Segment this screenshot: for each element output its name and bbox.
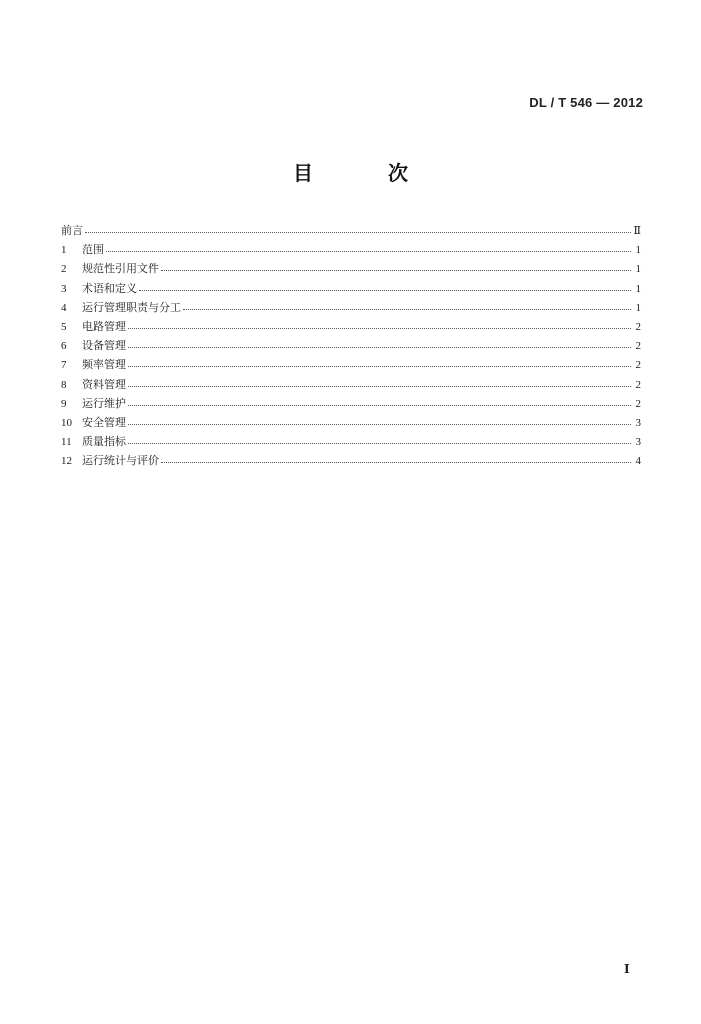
toc-entry-number: 8	[61, 378, 67, 391]
leader-dots	[139, 280, 631, 292]
leader-dots	[183, 299, 631, 311]
toc-entry-4[interactable]	[61, 298, 641, 317]
toc-entry-label: 资料管理	[82, 377, 126, 391]
toc-entry-5[interactable]	[61, 317, 641, 336]
toc-entry-page: Ⅱ	[633, 225, 641, 237]
leader-dots	[128, 356, 631, 368]
leader-dots	[85, 222, 631, 234]
leader-dots	[128, 318, 631, 330]
toc-entry-label: 术语和定义	[82, 281, 137, 295]
toc-entry-9[interactable]	[61, 394, 641, 413]
toc-entry-number: 7	[61, 359, 67, 372]
leader-dots	[161, 452, 631, 464]
leader-dots	[106, 241, 631, 253]
toc-entry-12[interactable]	[61, 451, 641, 470]
leader-dots	[161, 260, 631, 272]
toc-entry-number: 10	[61, 416, 72, 429]
toc-entry-8[interactable]	[61, 375, 641, 394]
toc-entry-number: 5	[61, 320, 67, 333]
toc-entry-label: 运行管理职责与分工	[82, 300, 181, 314]
toc-entry-label: 前言	[61, 224, 83, 237]
page-number: Ⅰ	[624, 962, 630, 976]
toc-entry-number: 3	[61, 282, 67, 295]
toc-entry-11[interactable]	[61, 432, 641, 451]
toc-entry-page: 3	[635, 436, 641, 449]
toc-entry-number: 12	[61, 455, 72, 468]
leader-dots	[128, 433, 631, 445]
toc-entry-label: 频率管理	[82, 358, 126, 372]
toc-entry-number: 6	[61, 340, 67, 353]
toc-entry-number: 4	[61, 301, 67, 314]
toc-entry-label: 范围	[82, 243, 104, 257]
toc-entry-page: 2	[635, 359, 641, 372]
toc-entry-label: 设备管理	[82, 339, 126, 353]
toc-entry-number: 11	[61, 436, 72, 449]
standard-code: DL / T 546 — 2012	[529, 95, 643, 110]
toc-entry-label: 质量指标	[82, 435, 126, 449]
toc-entry-preface[interactable]	[61, 221, 641, 240]
table-of-contents	[61, 221, 641, 470]
toc-entry-label: 电路管理	[82, 319, 126, 333]
toc-entry-page: 1	[635, 282, 641, 295]
toc-entry-1[interactable]	[61, 240, 641, 259]
toc-entry-label: 规范性引用文件	[82, 262, 159, 276]
leader-dots	[128, 414, 631, 426]
toc-entry-number: 1	[61, 244, 67, 257]
toc-entry-page: 1	[635, 301, 641, 314]
toc-entry-label: 运行统计与评价	[82, 454, 159, 468]
toc-entry-page: 2	[635, 378, 641, 391]
page-title: 目 次	[293, 161, 442, 185]
toc-entry-7[interactable]	[61, 355, 641, 374]
toc-entry-label: 安全管理	[82, 415, 126, 429]
toc-entry-6[interactable]	[61, 336, 641, 355]
toc-entry-page: 4	[635, 455, 641, 468]
toc-entry-page: 3	[635, 416, 641, 429]
toc-entry-2[interactable]	[61, 259, 641, 278]
toc-entry-number: 2	[61, 263, 67, 276]
toc-entry-10[interactable]	[61, 413, 641, 432]
toc-entry-page: 2	[635, 340, 641, 353]
toc-entry-number: 9	[61, 397, 67, 410]
leader-dots	[128, 337, 631, 349]
toc-entry-label: 运行维护	[82, 396, 126, 410]
toc-entry-page: 1	[635, 263, 641, 276]
toc-entry-page: 1	[635, 244, 641, 257]
leader-dots	[128, 395, 631, 407]
toc-entry-page: 2	[635, 320, 641, 333]
leader-dots	[128, 376, 631, 388]
toc-entry-page: 2	[635, 397, 641, 410]
toc-entry-3[interactable]	[61, 279, 641, 298]
